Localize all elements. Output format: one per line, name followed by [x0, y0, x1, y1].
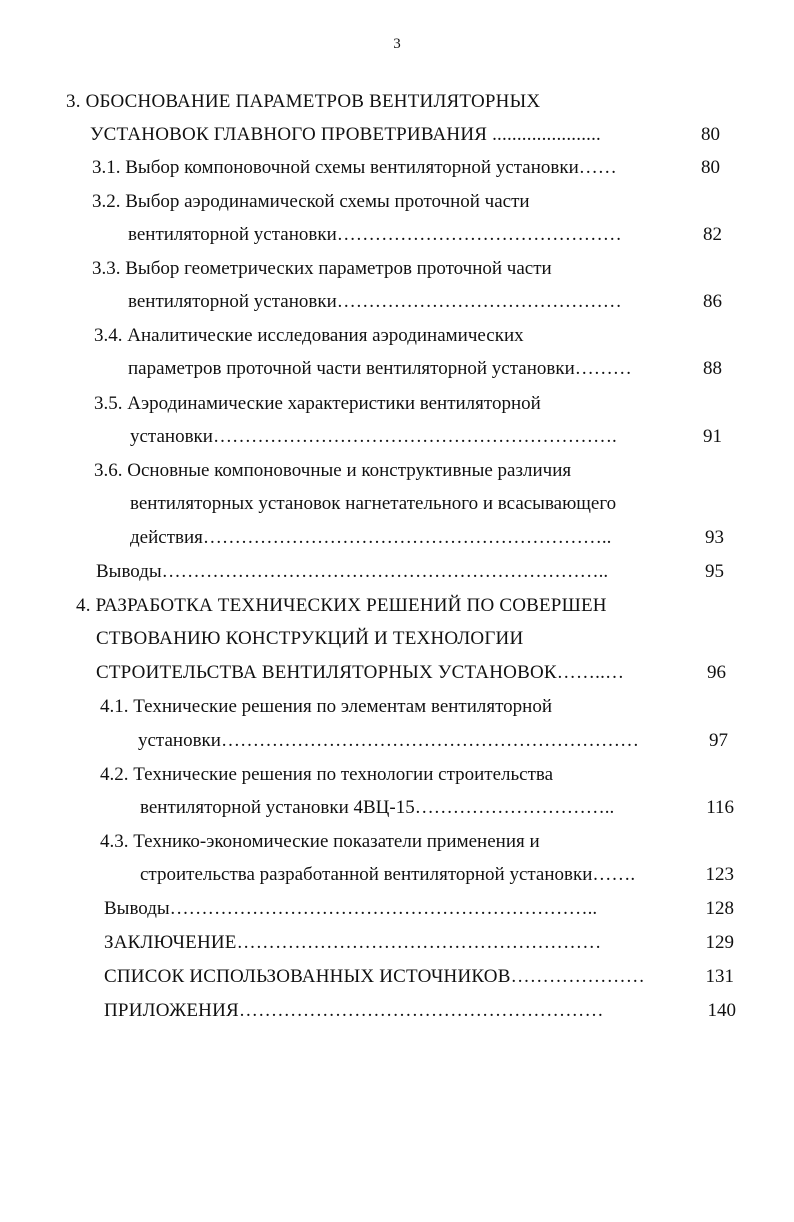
toc-section-3-3-line2: вентиляторной установки………………………………………	[128, 291, 622, 312]
toc-section-4-3-page: 123	[705, 864, 734, 885]
toc-appendices-page: 140	[707, 1000, 736, 1021]
toc-chapter-3-line1: 3. ОБОСНОВАНИЕ ПАРАМЕТРОВ ВЕНТИЛЯТОРНЫХ	[66, 91, 541, 112]
toc-section-4-1-line2: установки…………………………………………………………	[138, 730, 639, 751]
toc-section-3-3-page: 86	[703, 291, 722, 312]
toc-section-3-3-line1: 3.3. Выбор геометрических параметров проточной части	[92, 258, 552, 279]
toc-appendices: ПРИЛОЖЕНИЯ…………………………………………………	[104, 1000, 604, 1021]
toc-section-3-4-page: 88	[703, 358, 722, 379]
toc-section-3-5-page: 91	[703, 426, 722, 447]
toc-chapter-4-page: 96	[707, 662, 726, 683]
toc-section-4-1-page: 97	[709, 730, 728, 751]
toc-section-3-4-line1: 3.4. Аналитические исследования аэродинамических	[94, 325, 524, 346]
toc-section-4-2-page: 116	[706, 797, 734, 818]
toc-section-4-3-line1: 4.3. Технико-экономические показатели применения и	[100, 831, 540, 852]
toc-conclusion-page: 129	[705, 932, 734, 953]
toc-conclusions-3-page: 95	[705, 561, 724, 582]
toc-section-4-2-line2: вентиляторной установки 4ВЦ-15…………………………..	[140, 797, 615, 818]
toc-references-page: 131	[705, 966, 734, 987]
toc-section-4-2-line1: 4.2. Технические решения по технологии строительства	[100, 764, 554, 785]
toc-section-3-6-line1: 3.6. Основные компоновочные и конструктивные различия	[94, 460, 572, 481]
toc-section-3-6-line2: вентиляторных установок нагнетательного и всасывающего	[130, 493, 617, 514]
toc-section-3-1-page: 80	[701, 157, 720, 178]
toc-conclusions-4-page: 128	[705, 898, 734, 919]
toc-chapter-4-line3: СТРОИТЕЛЬСТВА ВЕНТИЛЯТОРНЫХ УСТАНОВОК……..…	[96, 662, 625, 683]
toc-section-3-4-line2: параметров проточной части вентиляторной установки………	[128, 358, 632, 379]
toc-references: СПИСОК ИСПОЛЬЗОВАННЫХ ИСТОЧНИКОВ…………………	[104, 966, 645, 987]
toc-section-3-5-line2: установки……………………………………………………….	[130, 426, 617, 447]
toc-chapter-3-line2: УСТАНОВОК ГЛАВНОГО ПРОВЕТРИВАНИЯ ......................	[90, 124, 602, 145]
toc-chapter-4-line1: 4. РАЗРАБОТКА ТЕХНИЧЕСКИХ РЕШЕНИЙ ПО СОВЕРШЕН	[76, 595, 607, 616]
toc-section-3-2-line1: 3.2. Выбор аэродинамической схемы проточной части	[92, 191, 530, 212]
toc-section-3-1: 3.1. Выбор компоновочной схемы вентиляторной установки……	[92, 157, 617, 178]
toc-section-3-2-page: 82	[703, 224, 722, 245]
toc-section-4-1-line1: 4.1. Технические решения по элементам вентиляторной	[100, 696, 553, 717]
toc-conclusions-4: Выводы…………………………………………………………..	[104, 898, 598, 919]
toc-section-3-6-page: 93	[705, 527, 724, 548]
toc-section-4-3-line2: строительства разработанной вентиляторной установки…….	[140, 864, 636, 885]
toc-conclusions-3: Выводы……………………………………………………………..	[96, 561, 609, 582]
page-number: 3	[393, 36, 401, 52]
toc-section-3-5-line1: 3.5. Аэродинамические характеристики вентиляторной	[94, 393, 541, 414]
toc-conclusion: ЗАКЛЮЧЕНИЕ…………………………………………………	[104, 932, 602, 953]
toc-chapter-3-page: 80	[701, 124, 720, 145]
toc-section-3-6-line3: действия………………………………………………………..	[130, 527, 612, 548]
toc-chapter-4-line2: СТВОВАНИЮ КОНСТРУКЦИЙ И ТЕХНОЛОГИИ	[96, 628, 524, 649]
toc-section-3-2-line2: вентиляторной установки………………………………………	[128, 224, 622, 245]
